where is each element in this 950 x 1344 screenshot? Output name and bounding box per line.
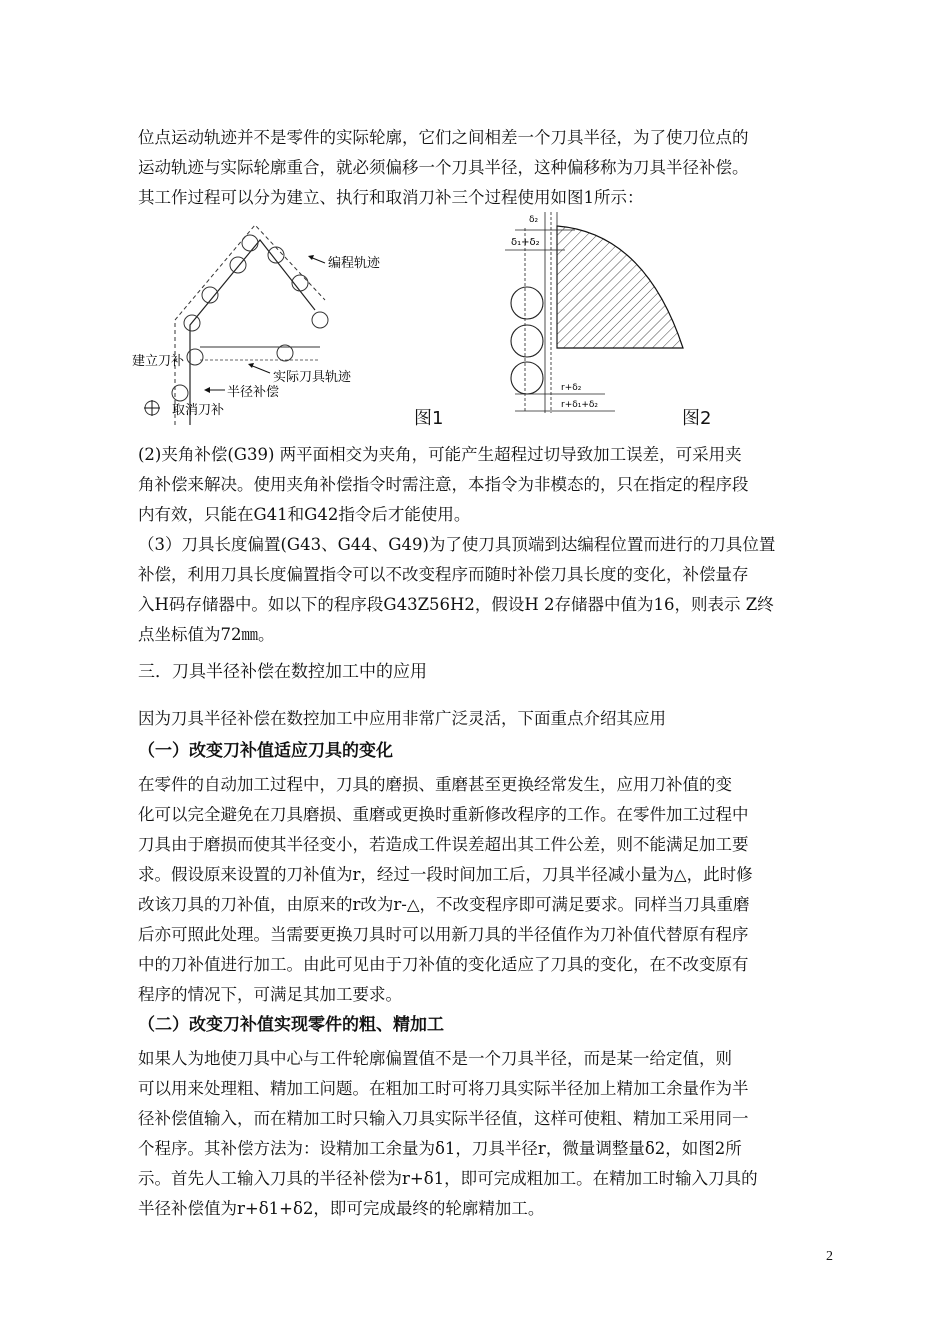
- text-line: 后亦可照此处理。当需要更换刀具时可以用新刀具的半径值作为刀补值代替原有程序: [138, 925, 749, 944]
- arrow-head: [308, 255, 314, 260]
- figure-1-caption: 图1: [414, 408, 444, 429]
- subsection-2-heading: （二）改变刀补值实现零件的粗、精加工: [138, 1015, 444, 1035]
- text-line: 其工作过程可以分为建立、执行和取消刀补三个过程使用如图1所示：: [138, 188, 644, 207]
- text-line: 在零件的自动加工过程中，刀具的磨损、重磨甚至更换经常发生，应用刀补值的变: [138, 775, 732, 794]
- text-line: (2)夹角补偿(G39) 两平面相交为夹角，可能产生超程过切导致加工误差，可采用夹: [138, 445, 742, 464]
- text-line: 补偿，利用刀具长度偏置指令可以不改变程序而随时补偿刀具长度的变化，补偿量存: [138, 565, 749, 584]
- subsection-1-paragraph: [138, 770, 838, 1010]
- text-line: 示。首先人工输入刀具的半径补偿为r+δ1，即可完成粗加工。在精加工时输入刀具的: [138, 1169, 758, 1188]
- text-line: 程序的情况下，可满足其加工要求。: [138, 985, 402, 1004]
- figure-2-diagram: [495, 208, 695, 420]
- label-programmed-path: 编程轨迹: [328, 256, 381, 271]
- text-line: 角补偿来解决。使用夹角补偿指令时需注意，本指令为非模态的，只在指定的程序段: [138, 475, 749, 494]
- text-line: 因为刀具半径补偿在数控加工中应用非常广泛灵活，下面重点介绍其应用: [138, 709, 666, 728]
- intro-paragraph: [138, 123, 838, 213]
- length-offset-paragraph: [138, 530, 838, 650]
- arrow-line: [250, 365, 270, 373]
- text-line: （3）刀具长度偏置(G43、G44、G49)为了使刀具顶端到达编程位置而进行的刀具位置: [138, 535, 776, 554]
- label-radius-comp: 半径补偿: [227, 385, 280, 400]
- text-line: 中的刀补值进行加工。由此可见由于刀补值的变化适应了刀具的变化，在不改变原有: [138, 955, 749, 974]
- text-line: 半径补偿值为r+δ1+δ2，即可完成最终的轮廓精加工。: [138, 1199, 545, 1218]
- label-r-plus-delta1-delta2: r+δ₁+δ₂: [561, 400, 599, 410]
- text-line: 求。假设原来设置的刀补值为r，经过一段时间加工后，刀具半径减小量为△，此时修: [138, 865, 753, 884]
- workpiece-region: [557, 226, 683, 348]
- text-line: 个程序。其补偿方法为：设精加工余量为δ1，刀具半径r，微量调整量δ2，如图2所: [138, 1139, 742, 1158]
- text-line: 可以用来处理粗、精加工问题。在粗加工时可将刀具实际半径加上精加工余量作为半: [138, 1079, 749, 1098]
- text-line: 径补偿值输入，而在精加工时只输入刀具实际半径值，这样可使粗、精加工采用同一: [138, 1109, 749, 1128]
- text-line: 内有效，只能在G41和G42指令后才能使用。: [138, 505, 471, 524]
- label-establish-comp: 建立刀补: [132, 354, 185, 369]
- page-number: 2: [826, 1249, 833, 1264]
- text-line: 点坐标值为72㎜。: [138, 625, 275, 644]
- text-line: 如果人为地使刀具中心与工件轮廓偏置值不是一个刀具半径，而是某一给定值，则: [138, 1049, 732, 1068]
- label-delta1-plus-delta2: δ₁+δ₂: [511, 237, 540, 248]
- text-line: 运动轨迹与实际轮廓重合，就必须偏移一个刀具半径，这种偏移称为刀具半径补偿。: [138, 158, 749, 177]
- section-3-intro: [138, 704, 838, 734]
- label-cancel-comp: 取消刀补: [172, 403, 225, 418]
- text-line: 改该刀具的刀补值，由原来的r改为r-△，不改变程序即可满足要求。同样当刀具重磨: [138, 895, 750, 914]
- label-r-plus-delta2: r+δ₂: [561, 383, 582, 393]
- tool-circles: [511, 287, 543, 394]
- text-line: 位点运动轨迹并不是零件的实际轮廓，它们之间相差一个刀具半径，为了使刀位点的: [138, 128, 749, 147]
- figure-2-caption: 图2: [682, 408, 712, 429]
- label-actual-path: 实际刀具轨迹: [273, 370, 352, 385]
- arrow-head: [204, 387, 210, 393]
- arrow-head: [248, 363, 254, 368]
- subsection-2-paragraph: [138, 1044, 838, 1224]
- corner-comp-paragraph: [138, 440, 838, 530]
- label-delta2: δ₂: [529, 215, 539, 225]
- text-line: 入H码存储器中。如以下的程序段G43Z56H2，假设H 2存储器中值为16，则表示 Z终: [138, 595, 774, 614]
- text-line: 化可以完全避免在刀具磨损、重磨或更换时重新修改程序的工作。在零件加工过程中: [138, 805, 749, 824]
- figure-1-diagram: [130, 225, 410, 425]
- section-3-heading: 三．刀具半径补偿在数控加工中的应用: [138, 662, 427, 682]
- subsection-1-heading: （一）改变刀补值适应刀具的变化: [138, 741, 393, 761]
- text-line: 刀具由于磨损而使其半径变小，若造成工件误差超出其工件公差，则不能满足加工要: [138, 835, 749, 854]
